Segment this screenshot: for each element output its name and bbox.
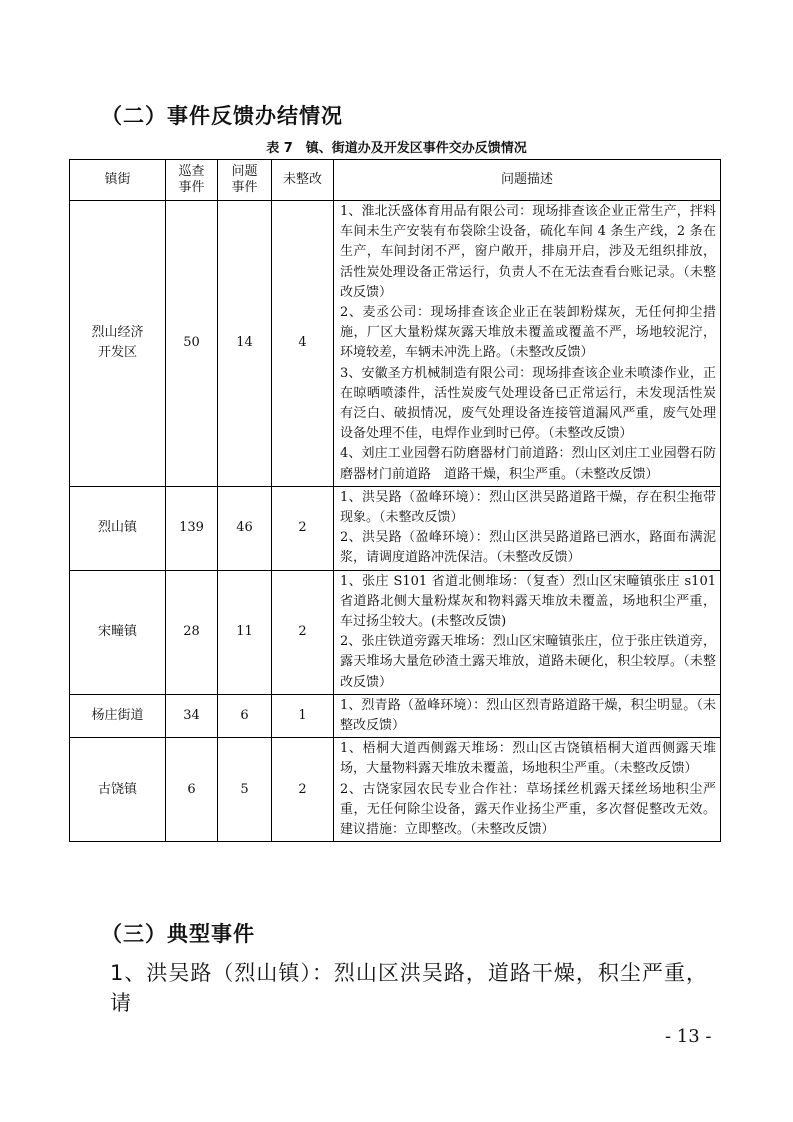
inspections-cell: 28 [166, 570, 218, 694]
description-cell [334, 486, 721, 570]
town-cell [70, 738, 166, 842]
page-number: - 13 - [665, 1026, 712, 1047]
town-name: 宋疃镇 [97, 624, 137, 640]
description-item: 4、刘庄工业园磬石防磨器材门前道路：烈山区刘庄工业园磬石防磨器材门前道路 道路干燥，积尘严重。（未整改反馈） [340, 446, 716, 482]
unrectified-cell: 2 [272, 486, 334, 570]
unrectified-cell: 4 [272, 201, 334, 487]
table-caption: 表 7 镇、街道办及开发区事件交办反馈情况 [266, 141, 527, 156]
section-heading: （二）事件反馈办结情况 [101, 104, 343, 128]
description-cell [334, 201, 721, 487]
description-item: 2、麦丞公司：现场排查该企业正在装卸粉煤灰，无任何抑尘措施，厂区大量粉煤灰露天堆放未覆盖或覆盖不严，场地较泥泞，环境较差，车辆未冲洗上路。（未整改反馈） [340, 305, 716, 361]
table-row [70, 738, 721, 842]
inspections-cell: 6 [166, 738, 218, 842]
problems-cell: 6 [218, 694, 272, 737]
header-inspections [166, 160, 218, 201]
description-cell [334, 570, 721, 694]
description-cell [334, 738, 721, 842]
town-name: 烈山镇 [97, 520, 137, 536]
body-paragraph: 1、洪吴路（烈山镇）：烈山区洪吴路，道路干燥，积尘严重，请 [110, 961, 708, 1015]
problems-cell: 46 [218, 486, 272, 570]
table-header-row [70, 160, 721, 201]
header-unrectified-label: 未整改 [282, 172, 322, 187]
table-row [70, 486, 721, 570]
table-row [70, 201, 721, 487]
description-item: 1、洪吴路（盈峰环境）：烈山区洪吴路道路干燥，存在积尘拖带现象。（未整改反馈） [340, 489, 716, 526]
description-item: 2、古饶家园农民专业合作社：草场揉丝机露天揉丝场地积尘严重，无任何除尘设备，露天作业扬尘严重，多次督促整改无效。建议措施：立即整改。（未整改反馈） [340, 781, 716, 838]
unrectified-cell: 2 [272, 738, 334, 842]
unrectified-cell: 2 [272, 570, 334, 694]
table-row [70, 694, 721, 737]
header-problems [218, 160, 272, 201]
town-cell [70, 201, 166, 487]
table-row [70, 570, 721, 694]
header-unrectified [272, 160, 334, 201]
header-town-label: 镇街 [104, 172, 131, 187]
problems-cell: 5 [218, 738, 272, 842]
header-problems-label: 问题 事件 [231, 164, 258, 195]
section-heading: （三）典型事件 [101, 922, 255, 946]
header-inspections-label: 巡查 事件 [178, 164, 205, 195]
town-name: 古饶镇 [97, 781, 137, 797]
header-description [334, 160, 721, 201]
header-description-label: 问题描述 [500, 172, 553, 187]
town-cell [70, 570, 166, 694]
problems-cell: 11 [218, 570, 272, 694]
town-cell [70, 486, 166, 570]
description-item: 1、梧桐大道西侧露天堆场：烈山区古饶镇梧桐大道西侧露天堆场，大量物料露天堆放未覆盖，场地积尘严重。（未整改反馈） [340, 741, 716, 777]
description-cell [334, 694, 721, 737]
description-item: 1、烈青路（盈峰环境）：烈山区烈青路道路干燥，积尘明显。（未整改反馈） [340, 697, 716, 734]
description-item: 3、安徽圣方机械制造有限公司：现场排查该企业未喷漆作业，正在晾晒喷漆件，活性炭废气处理设备已正常运行，未发现活性炭有泛白、破损情况，废气处理设备连接管道漏风严重，废气处理设备处理不佳，电焊作业到时已停。（未整改反馈） [340, 365, 716, 442]
feedback-table [69, 159, 721, 842]
description-item: 1、张庄 S101 省道北侧堆场：（复查）烈山区宋疃镇张庄 s101 省道路北侧大量粉煤灰和物料露天堆放未覆盖，场地积尘严重，车过扬尘较大。(未整改反馈) [340, 573, 716, 630]
header-town [70, 160, 166, 201]
town-name: 杨庄街道 [91, 708, 144, 724]
inspections-cell: 34 [166, 694, 218, 737]
town-name: 烈山经济 开发区 [91, 325, 144, 361]
town-cell [70, 694, 166, 737]
unrectified-cell: 1 [272, 694, 334, 737]
description-item: 2、洪吴路（盈峰环境）：烈山区洪吴路道路已洒水，路面布满泥浆，请调度道路冲洗保洁。（未整改反馈） [340, 530, 716, 566]
description-item: 2、张庄铁道旁露天堆场：烈山区宋疃镇张庄，位于张庄铁道旁，露天堆场大量危砂渣土露天堆放，道路未硬化，积尘较厚。（未整改反馈） [340, 634, 716, 690]
inspections-cell: 50 [166, 201, 218, 487]
inspections-cell: 139 [166, 486, 218, 570]
problems-cell: 14 [218, 201, 272, 487]
description-item: 1、淮北沃盛体育用品有限公司：现场排查该企业正常生产，拌料车间未生产安装有布袋除尘设备，硫化车间 4 条生产线，2 条在生产，车间封闭不严，窗户敞开，排扇开启，涉及无组织排放，活性炭处理设备正常运行，负责人不在无法查看台账记录。（未整改反馈） [340, 204, 716, 300]
